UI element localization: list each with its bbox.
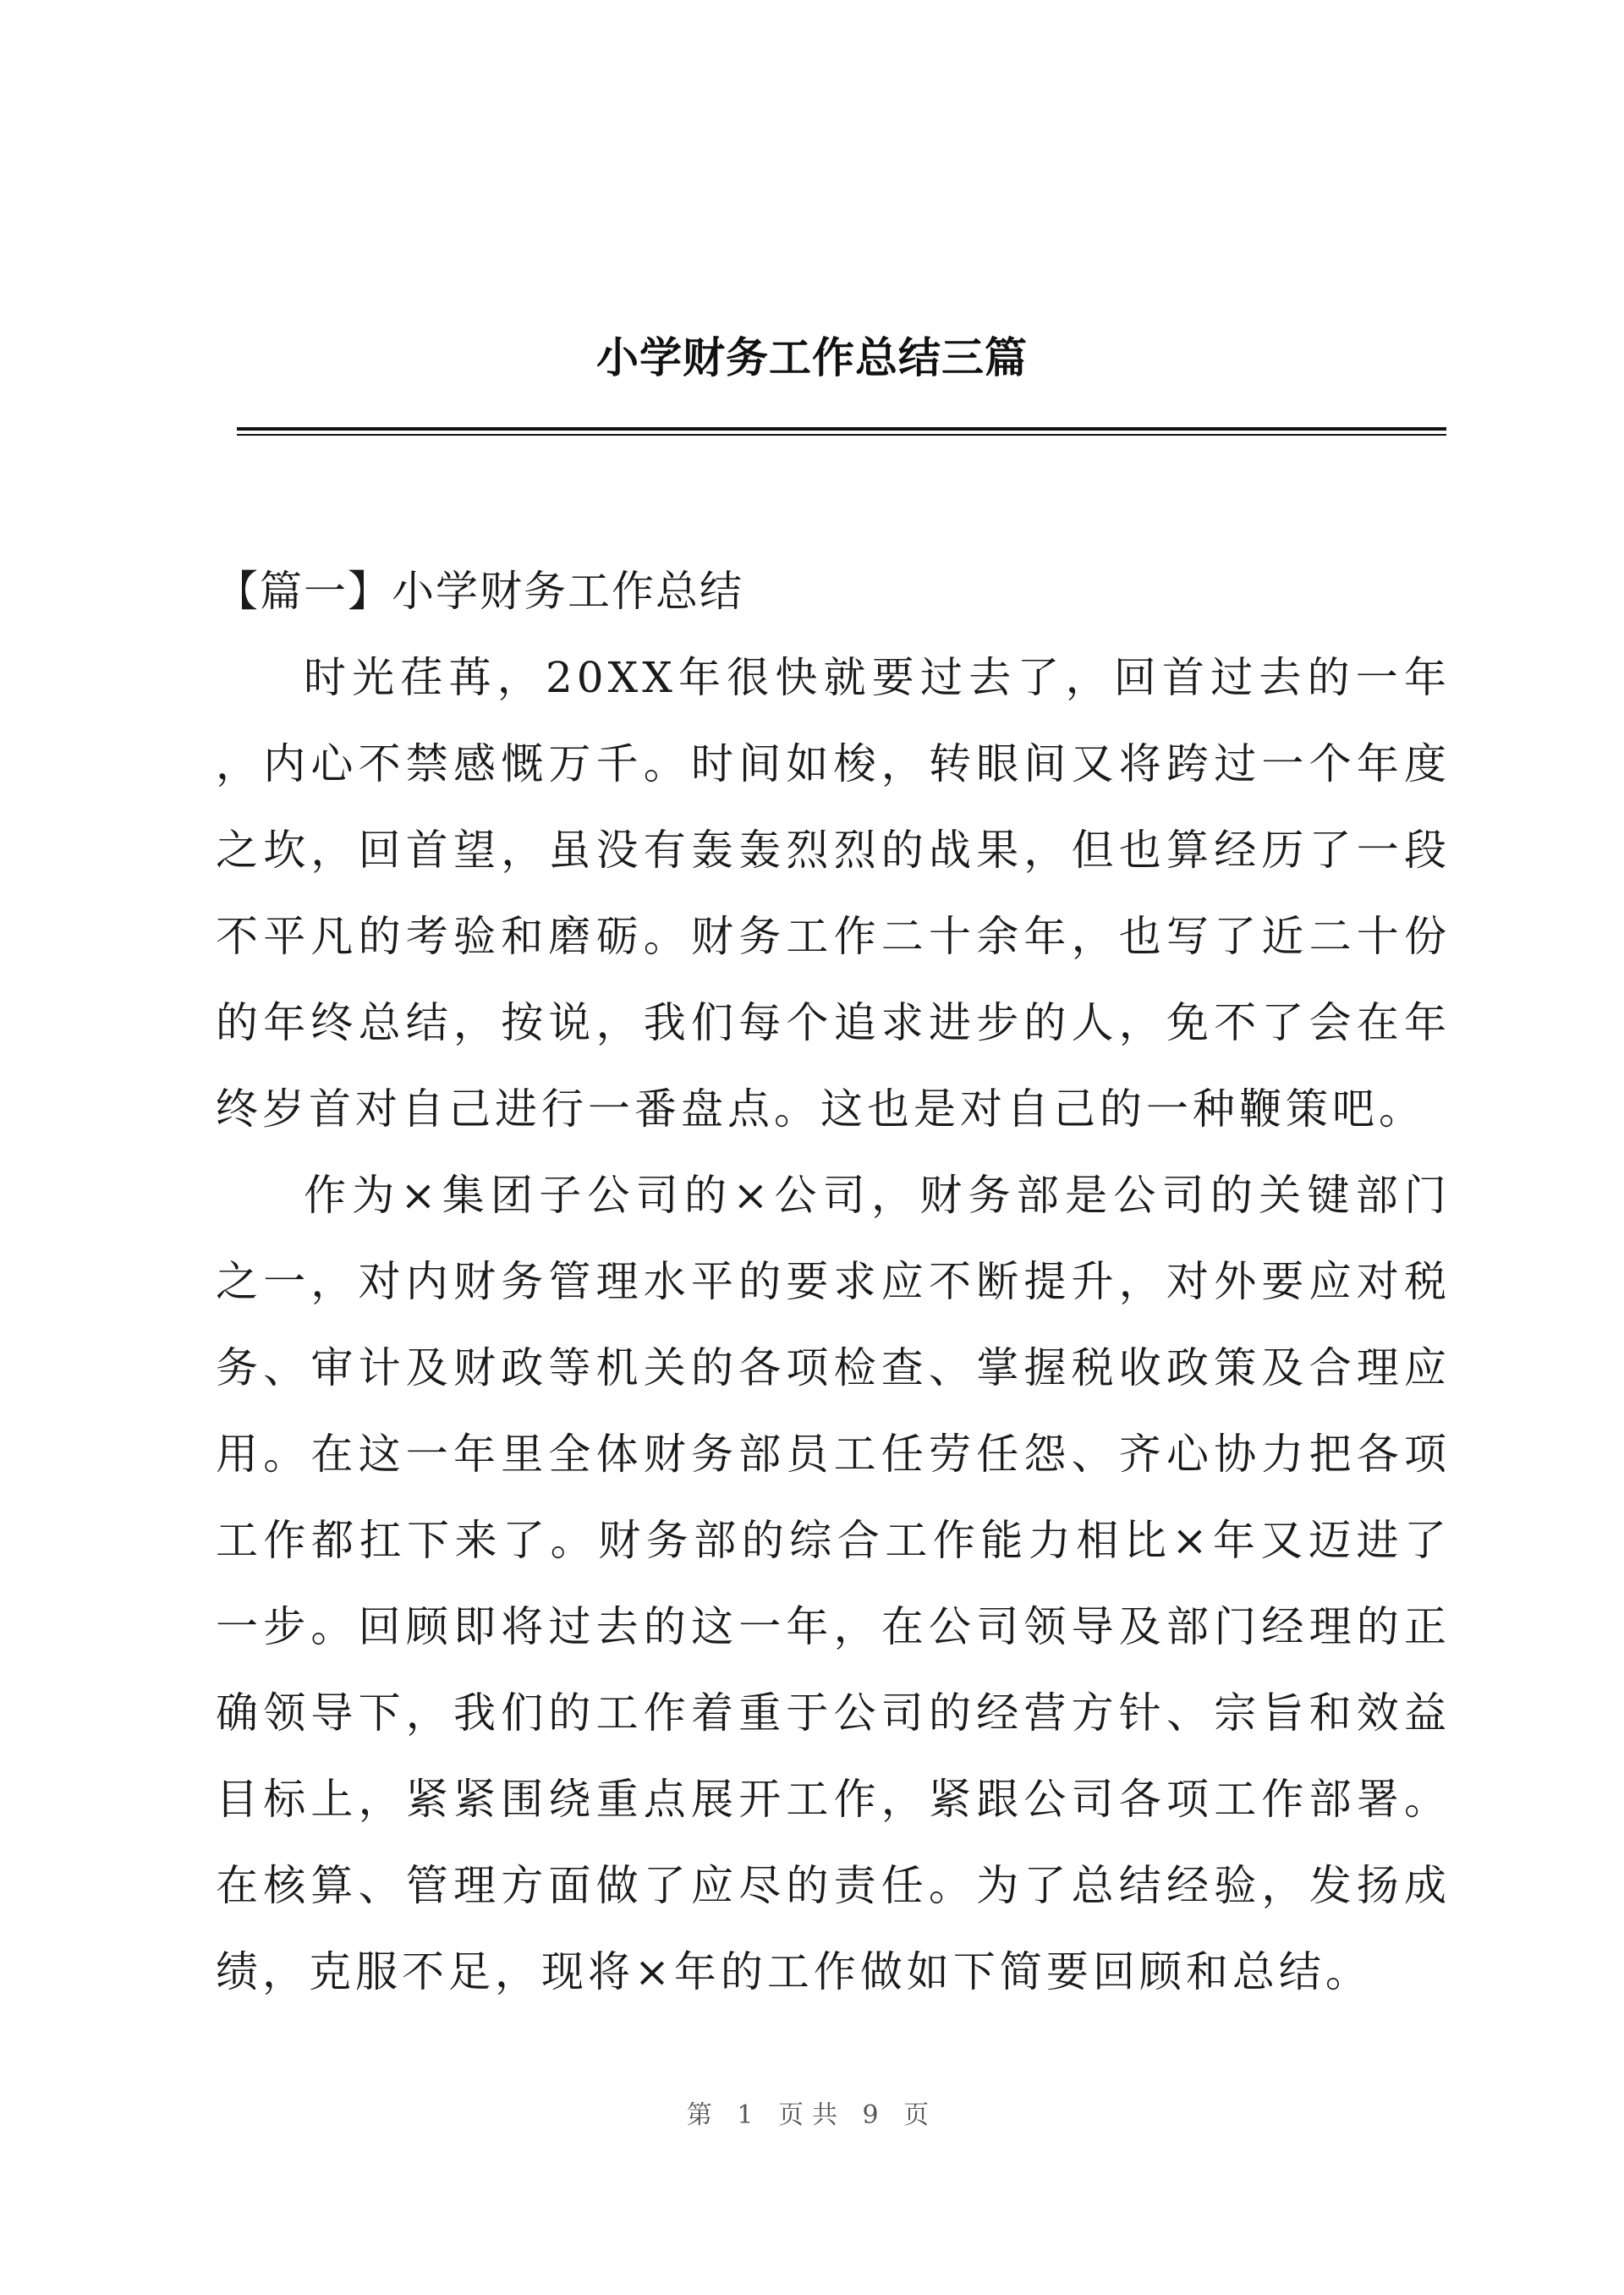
paragraph-1: 时光荏苒，20XX年很快就要过去了，回首过去的一年，内心不禁感慨万千。时间如梭，转眼间又将跨过一个年度之坎，回首望，虽没有轰轰烈烈的战果，但也算经历了一段不平凡的考验和磨砺。财务工作二十余年，也写了近二十份的年终总结，按说，我们每个追求进步的人，免不了会在年终岁首对自己进行一番盘点。这也是对自己的一种鞭策吧。: [216, 653, 1451, 1134]
section-heading: 【篇一】小学财务工作总结: [216, 567, 743, 616]
document-body: [216, 548, 1451, 2015]
title-double-rule: [237, 427, 1446, 436]
document-title: 小学财务工作总结三篇: [596, 332, 1028, 382]
page-footer: 第 1 页共 9 页: [686, 2100, 938, 2130]
paragraph-2: 作为×集团子公司的×公司，财务部是公司的关键部门之一，对内财务管理水平的要求应不断提升，对外要应对税务、审计及财政等机关的各项检查、掌握税收政策及合理应用。在这一年里全体财务部员工任劳任怨、齐心协力把各项工作都扛下来了。财务部的综合工作能力相比×年又迈进了一步。回顾即将过去的这一年，在公司领导及部门经理的正确领导下，我们的工作着重于公司的经营方针、宗旨和效益目标上，紧紧围绕重点展开工作，紧跟公司各项工作部署。在核算、管理方面做了应尽的责任。为了总结经验，发扬成绩，克服不足，现将×年的工作做如下简要回顾和总结。: [216, 1171, 1451, 1996]
